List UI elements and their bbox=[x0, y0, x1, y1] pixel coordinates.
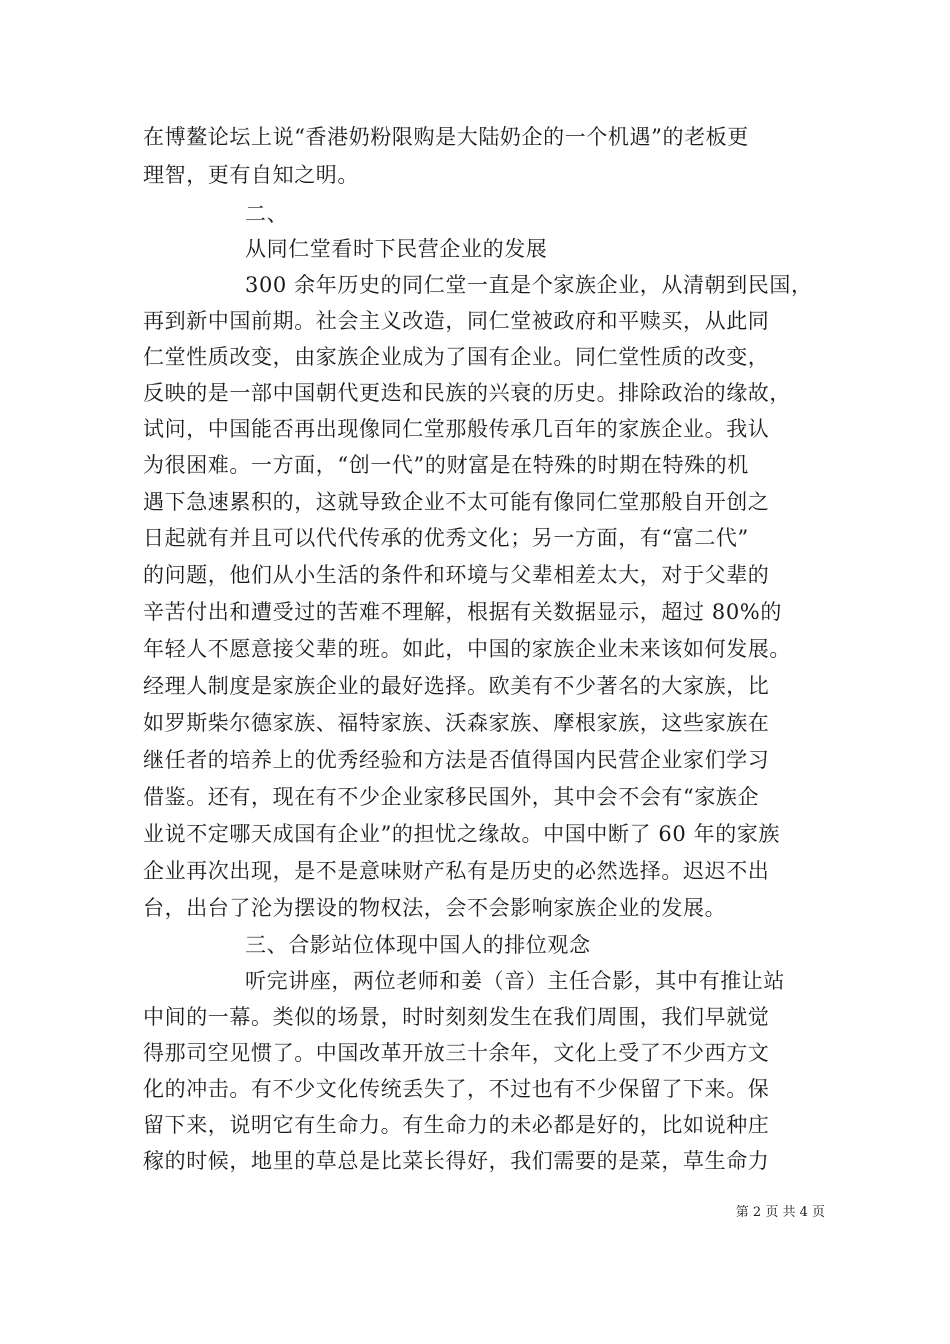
text-line: 化的冲击。有不少文化传统丢失了，不过也有不少保留了下来。保 bbox=[143, 1077, 770, 1101]
text-line: 继任者的培养上的优秀经验和方法是否值得国内民营企业家们学习 bbox=[143, 748, 770, 772]
text-line: 反映的是一部中国朝代更迭和民族的兴衰的历史。排除政治的缘故， bbox=[143, 381, 791, 405]
text-line: 借鉴。还有，现在有不少企业家移民国外，其中会不会有“家族企 bbox=[143, 785, 760, 809]
text-line: 辛苦付出和遭受过的苦难不理解，根据有关数据显示，超过 80%的 bbox=[143, 600, 782, 624]
section-heading: 三、合影站位体现中国人的排位观念 bbox=[245, 933, 591, 957]
text-line: 日起就有并且可以代代传承的优秀文化；另一方面，有“富二代” bbox=[143, 526, 749, 550]
text-line: 再到新中国前期。社会主义改造，同仁堂被政府和平赎买，从此同 bbox=[143, 309, 770, 333]
text-line: 业说不定哪天成国有企业”的担忧之缘故。中国中断了 60 年的家族 bbox=[143, 822, 781, 846]
text-line: 企业再次出现，是不是意味财产私有是历史的必然选择。迟迟不出 bbox=[143, 859, 770, 883]
section-title: 从同仁堂看时下民营企业的发展 bbox=[245, 237, 548, 261]
text-line: 稼的时候，地里的草总是比菜长得好，我们需要的是菜，草生命力 bbox=[143, 1149, 770, 1173]
text-line: 仁堂性质改变，由家族企业成为了国有企业。同仁堂性质的改变， bbox=[143, 345, 770, 369]
text-line: 遇下急速累积的，这就导致企业不太可能有像同仁堂那般自开创之 bbox=[143, 490, 770, 514]
text-line: 试问，中国能否再出现像同仁堂那般传承几百年的家族企业。我认 bbox=[143, 417, 770, 441]
text-line: 经理人制度是家族企业的最好选择。欧美有不少著名的大家族，比 bbox=[143, 674, 770, 698]
text-line: 理智，更有自知之明。 bbox=[143, 163, 359, 187]
text-line: 如罗斯柴尔德家族、福特家族、沃森家族、摩根家族，这些家族在 bbox=[143, 711, 770, 735]
text-line: 台，出台了沦为摆设的物权法，会不会影响家族企业的发展。 bbox=[143, 896, 727, 920]
text-line: 在博鳌论坛上说“香港奶粉限购是大陆奶企的一个机遇”的老板更 bbox=[143, 125, 749, 149]
text-line: 中间的一幕。类似的场景，时时刻刻发生在我们周围，我们早就觉 bbox=[143, 1005, 770, 1029]
page-number-footer: 第 2 页 共 4 页 bbox=[735, 1205, 825, 1220]
text-line: 留下来，说明它有生命力。有生命力的未必都是好的，比如说种庄 bbox=[143, 1113, 770, 1137]
section-heading: 二、 bbox=[245, 202, 289, 226]
text-line: 300 余年历史的同仁堂一直是个家族企业，从清朝到民国， bbox=[245, 273, 813, 297]
text-line: 年轻人不愿意接父辈的班。如此，中国的家族企业未来该如何发展。 bbox=[143, 637, 791, 661]
text-line: 为很困难。一方面，“创一代”的财富是在特殊的时期在特殊的机 bbox=[143, 453, 749, 477]
text-line: 得那司空见惯了。中国改革开放三十余年，文化上受了不少西方文 bbox=[143, 1041, 770, 1065]
text-line: 听完讲座，两位老师和姜（音）主任合影，其中有推让站 bbox=[245, 969, 785, 993]
text-line: 的问题，他们从小生活的条件和环境与父辈相差太大，对于父辈的 bbox=[143, 563, 770, 587]
